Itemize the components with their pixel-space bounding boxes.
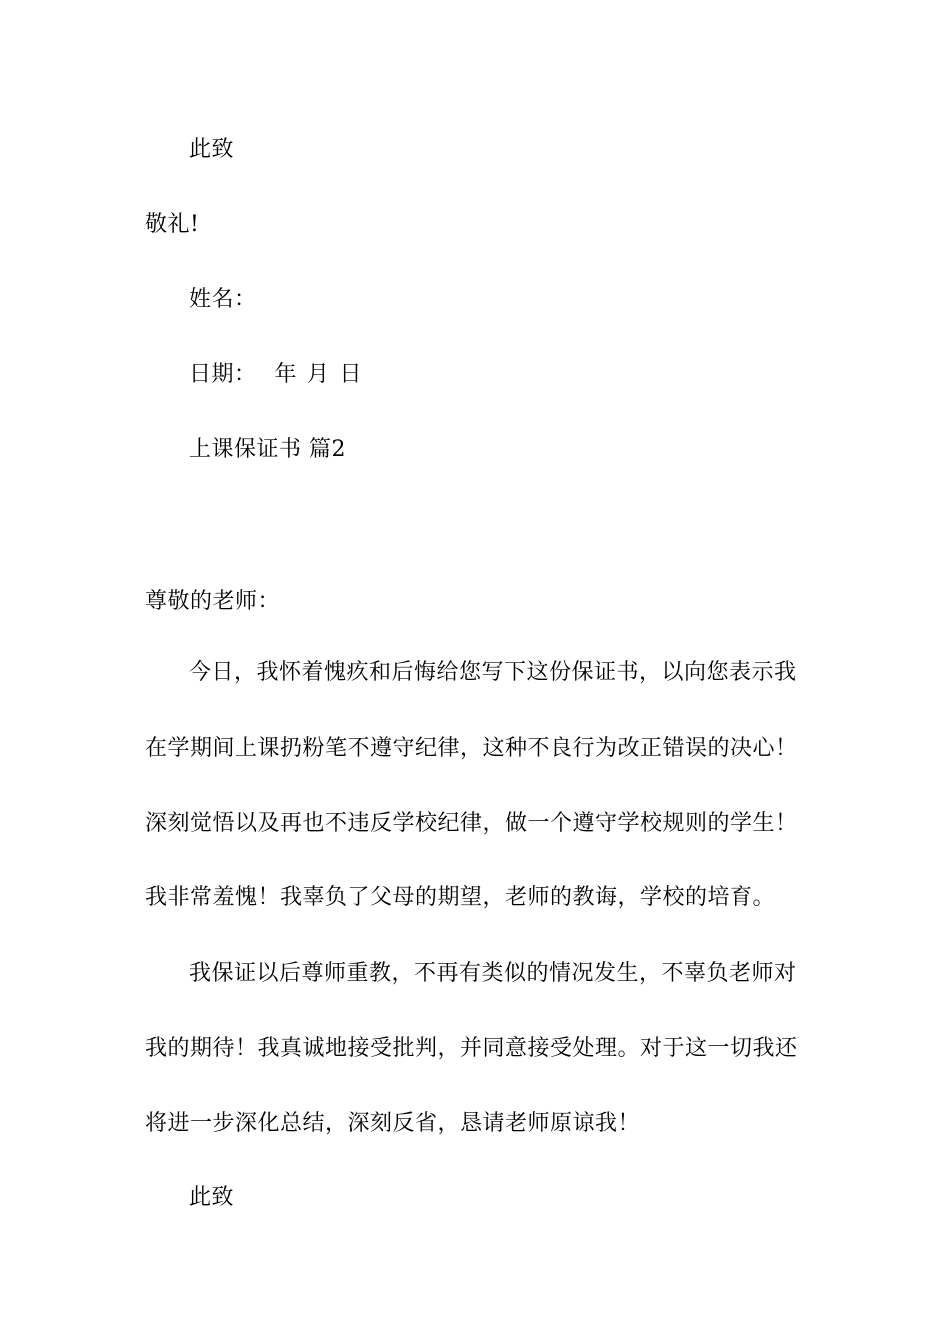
closing-text-2: 此致 — [189, 1185, 235, 1210]
date-month: 月 — [307, 362, 330, 387]
date-year: 年 — [274, 362, 298, 387]
body-line: 我保证以后尊师重教，不再有类似的情况发生，不辜负老师对 — [189, 961, 797, 986]
body-line: 深刻觉悟以及再也不违反学校纪律，做一个遵守学校规则的学生！ — [145, 811, 798, 836]
body-line: 将进一步深化总结，深刻反省，恳请老师原谅我！ — [145, 1111, 641, 1136]
date-line — [189, 360, 362, 390]
name-label: 姓名： — [189, 287, 257, 312]
greeting-text: 尊敬的老师： — [145, 589, 281, 614]
date-label: 日期： — [189, 362, 257, 387]
salute-text: 敬礼! — [145, 212, 200, 237]
body-line: 我的期待！我真诚地接受批判，并同意接受处理。对于这一切我还 — [145, 1036, 798, 1061]
date-day: 日 — [339, 362, 363, 387]
body-line: 今日，我怀着愧疚和后悔给您写下这份保证书，以向您表示我 — [189, 660, 797, 685]
body-line: 我非常羞愧！我辜负了父母的期望，老师的教诲，学校的培育。 — [145, 885, 776, 910]
closing-text: 此致 — [189, 137, 235, 162]
body-line: 在学期间上课扔粉笔不遵守纪律，这种不良行为改正错误的决心！ — [145, 736, 798, 761]
section-heading: 上课保证书 篇2 — [189, 437, 346, 462]
